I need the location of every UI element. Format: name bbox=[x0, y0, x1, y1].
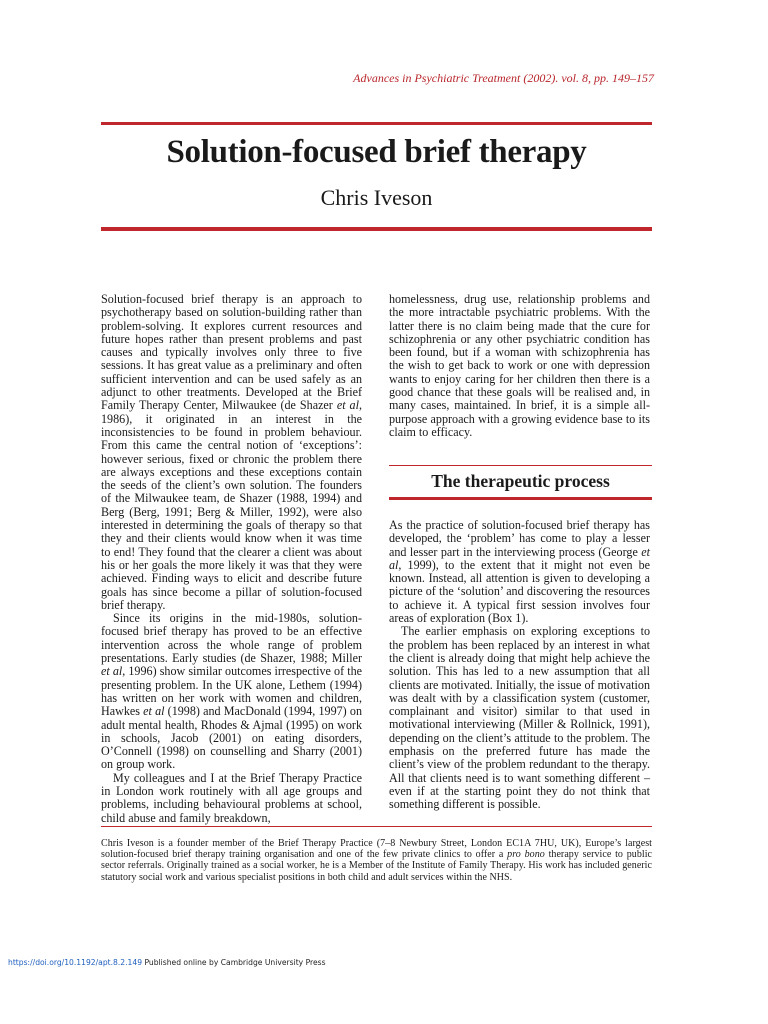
journal-reference: Advances in Psychiatric Treatment (2002). vol. 8, pp. 149–157 bbox=[353, 71, 654, 85]
italic-text: et al bbox=[389, 544, 650, 572]
section-heading: The therapeutic process bbox=[431, 471, 610, 491]
article-title: Solution-focused brief therapy bbox=[166, 134, 587, 170]
paragraph bbox=[101, 612, 362, 772]
text-run: , 1996) show similar outcomes irrespective of the presenting problem. In the UK alone, Lethem (1994) has written on her work with women and children, Hawkes bbox=[101, 664, 362, 719]
text-run: therapy service to public sector referrals. Originally trained as a social worker, he is a Member of the Institute of Family Therapy. His work has included generic statutory social work and various specialist positions in both child and adult services within the NHS. bbox=[101, 849, 653, 883]
italic-text: et al bbox=[143, 704, 165, 719]
article-author: Chris Iveson bbox=[320, 185, 433, 210]
doi-footer bbox=[8, 958, 326, 967]
author-affiliation-note bbox=[101, 838, 652, 883]
italic-text: et al bbox=[336, 398, 359, 413]
paragraph: My colleagues and I at the Brief Therapy Practice in London work routinely with all age groups and problems, including behavioural problems at school, child abuse and family breakdown, bbox=[101, 770, 362, 825]
paragraph bbox=[101, 293, 362, 612]
text-run: Solution-focused brief therapy is an approach to psychotherapy based on solution-building rather than problem-solving. It explores current resources and future hopes rather than present problems and past causes and typically involves only three to five sessions. It has great value as a preliminary and often sufficient intervention and can be used safely as an adjunct to other treatments. Developed at the Brief Family Therapy Center, Milwaukee (de Shazer bbox=[101, 292, 362, 413]
text-run: (1998) and MacDonald (1994, 1997) on adult mental health, Rhodes & Ajmal (1995) on work in schools, Jacob (2001) on eating disorders, O’Connell (1998) on counselling and Sharry (2001) on group work. bbox=[101, 704, 362, 772]
text-run: , 1999), to the extent that it might not even be known. Instead, all attention is given to developing a picture of the ‘solution’ and discovering the resources to achieve it. A typical first session involves four areas of exploration (Box 1). bbox=[389, 557, 650, 626]
footnote-rule bbox=[101, 826, 652, 827]
title-bottom-rule bbox=[101, 227, 652, 231]
right-column-section bbox=[389, 519, 650, 812]
section-top-rule bbox=[389, 465, 652, 466]
right-column-top bbox=[389, 293, 650, 439]
italic-text: et al bbox=[101, 664, 123, 679]
italic-text: pro bono bbox=[507, 849, 545, 861]
left-column bbox=[101, 293, 362, 825]
text-run: Since its origins in the mid-1980s, solution-focused brief therapy has proved to be an effective intervention across the whole range of problem presentations. Early studies (de Shazer, 1988; Miller bbox=[101, 611, 362, 666]
section-bottom-rule bbox=[389, 497, 652, 500]
paragraph bbox=[389, 519, 650, 625]
publisher-note: Published online by Cambridge University Press bbox=[142, 958, 326, 967]
paragraph: homelessness, drug use, relationship problems and the more intractable psychiatric problems. With the latter there is no claim being made that the cure for schizophrenia or any other psychiatric condition has been found, but if a woman with schizophrenia has the wish to get back to work or one with depression wants to enjoy caring for her children then there is a good chance that these goals will be realised and, in many cases, maintained. In brief, it is a simple all-purpose approach with a growing evidence base to its claim to efficacy. bbox=[389, 292, 650, 439]
doi-link[interactable]: https://doi.org/10.1192/apt.8.2.149 bbox=[8, 958, 143, 967]
paragraph: The earlier emphasis on exploring exceptions to the problem has been replaced by an interest in what the client is already doing that might help achieve the solution. This has led to a new assumption that all clients are motivated. Initially, the issue of motivation was dealt with by a classification system (customer, complainant and visitor) similar to that used in motivational interviewing (Miller & Rollnick, 1991), depending on the client’s attitude to the problem. The emphasis on the preferred future has made the client’s view of the problem redundant to the therapy. All that clients need is to want something different – even if at the starting point they do not think that something different is possible. bbox=[389, 624, 650, 812]
text-run: As the practice of solution-focused brief therapy has developed, the ‘problem’ has come to play a lesser and lesser part in the interviewing process (George bbox=[389, 518, 650, 559]
text-run: Chris Iveson is a founder member of the Brief Therapy Practice (7–8 Newbury Street, London EC1A 7HU, UK), Europe’s largest solution-focused brief therapy training organisation and one of the few private clinics to offer a bbox=[101, 838, 652, 861]
text-run: , 1986), it originated in an interest in the inconsistencies to be found in problem behaviour. From this came the central notion of ‘exceptions’: however serious, fixed or chronic the problem there are always exceptions and these exceptions contain the seeds of the client’s own solution. The founders of the Milwaukee team, de Shazer (1988, 1994) and Berg (Berg, 1991; Berg & Miller, 1992), were also interested in determining the goals of therapy so that they and their clients would know when it was time to end! They found that the clearer a client was about his or her goals the more likely it was that they were achieved. Finding ways to elicit and describe future goals has since become a pillar of solution-focused brief therapy. bbox=[101, 398, 362, 612]
title-top-rule bbox=[101, 122, 652, 125]
